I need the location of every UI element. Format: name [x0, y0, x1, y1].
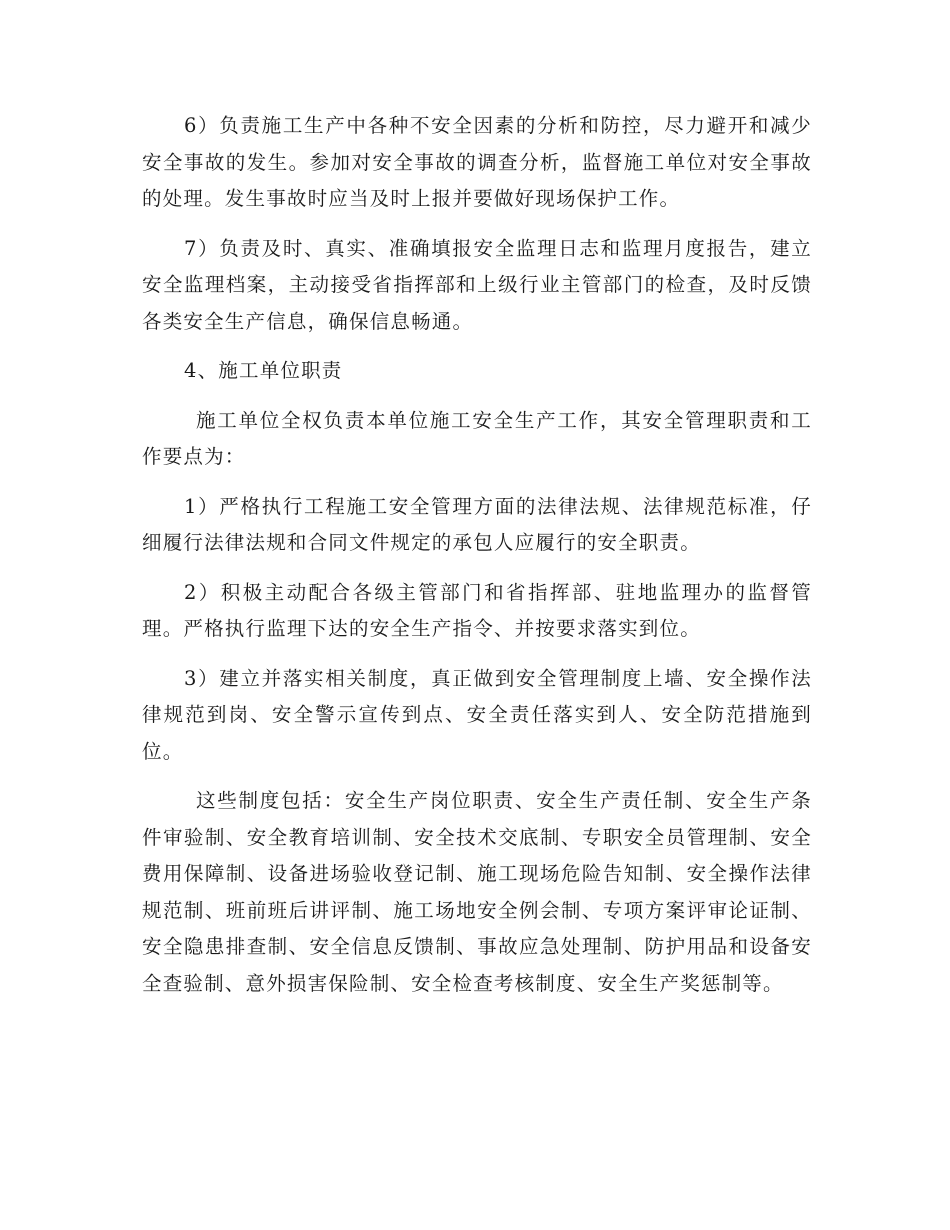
section-heading: 4、施工单位职责	[184, 359, 343, 382]
document-page	[142, 108, 812, 1015]
paragraph-item-3: 3）建立并落实相关制度，真正做到安全管理制度上墙、安全操作法律规范到岗、安全警示宣传到点、安全责任落实到人、安全防范措施到位。	[142, 666, 812, 763]
paragraph-system-list: 这些制度包括：安全生产岗位职责、安全生产责任制、安全生产条件审验制、安全教育培训制、安全技术交底制、专职安全员管理制、安全费用保障制、设备进场验收登记制、施工现场危险告知制、安全操作法律规范制、班前班后讲评制、施工场地安全例会制、专项方案评审论证制、安全隐患排查制、安全信息反馈制、事故应急处理制、防护用品和设备安全查验制、意外损害保险制、安全检查考核制度、安全生产奖惩制等。	[142, 789, 812, 995]
paragraph-item-7: 7）负责及时、真实、准确填报安全监理日志和监理月度报告，建立安全监理档案，主动接受省指挥部和上级行业主管部门的检查，及时反馈各类安全生产信息，确保信息畅通。	[142, 236, 812, 333]
paragraph-item-6: 6）负责施工生产中各种不安全因素的分析和防控，尽力避开和减少安全事故的发生。参加对安全事故的调查分析，监督施工单位对安全事故的处理。发生事故时应当及时上报并要做好现场保护工作。	[142, 114, 812, 210]
paragraph-item-1: 1）严格执行工程施工安全管理方面的法律法规、法律规范标准，仔细履行法律法规和合同文件规定的承包人应履行的安全职责。	[142, 494, 812, 554]
paragraph-intro: 施工单位全权负责本单位施工安全生产工作，其安全管理职责和工作要点为：	[142, 408, 812, 468]
paragraph-item-2: 2）积极主动配合各级主管部门和省指挥部、驻地监理办的监督管理。严格执行监理下达的安全生产指令、并按要求落实到位。	[142, 580, 812, 640]
